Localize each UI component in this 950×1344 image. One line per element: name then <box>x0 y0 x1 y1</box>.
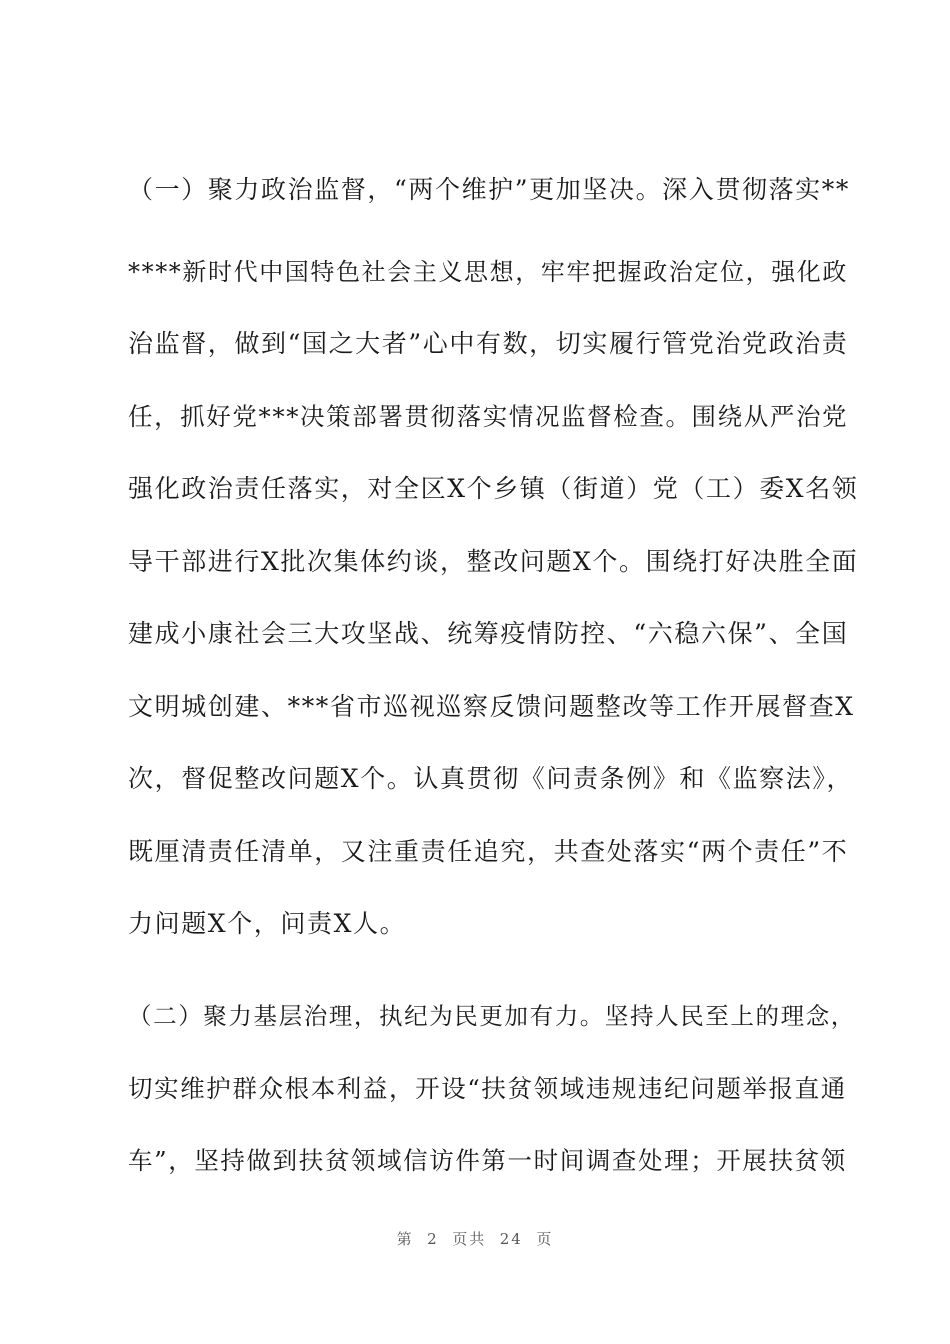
paragraph-line: 车”，坚持做到扶贫领域信访件第一时间调查处理；开展扶贫领 <box>128 1146 847 1175</box>
paragraph-line: 导干部进行X批次集体约谈，整改问题X个。围绕打好决胜全面 <box>128 547 859 576</box>
paragraph-line: 力问题X个，问责X人。 <box>128 909 407 938</box>
paragraph-line: （二）聚力基层治理，执纪为民更加有力。坚持人民至上的理念， <box>128 1002 856 1030</box>
paragraph-line: 强化政治责任落实，对全区X个乡镇（街道）党（工）委X名领 <box>128 474 859 503</box>
paragraph-line: 治监督，做到“国之大者”心中有数，切实履行管党治党政治责 <box>128 329 849 358</box>
paragraph-line: 既厘清责任清单，又注重责任追究，共查处落实“两个责任”不 <box>128 837 849 866</box>
page-number-footer: 第 2 页共 24 页 <box>396 1230 554 1248</box>
paragraph-line: （一）聚力政治监督，“两个维护”更加坚决。深入贯彻落实** <box>128 175 850 204</box>
paragraph-line: 文明城创建、***省市巡视巡察反馈问题整改等工作开展督查X <box>128 692 855 721</box>
paragraph-line: ****新时代中国特色社会主义思想，牢牢把握政治定位，强化政 <box>128 258 848 286</box>
paragraph-line: 切实维护群众根本利益，开设“扶贫领域违规违纪问题举报直通 <box>128 1074 847 1103</box>
paragraph-line: 任，抓好党***决策部署贯彻落实情况监督检查。围绕从严治党 <box>128 402 849 431</box>
paragraph-line: 次，督促整改问题X个。认真贯彻《问责条例》和《监察法》， <box>128 764 854 793</box>
paragraph-line: 建成小康社会三大攻坚战、统筹疫情防控、“六稳六保”、全国 <box>128 619 849 648</box>
